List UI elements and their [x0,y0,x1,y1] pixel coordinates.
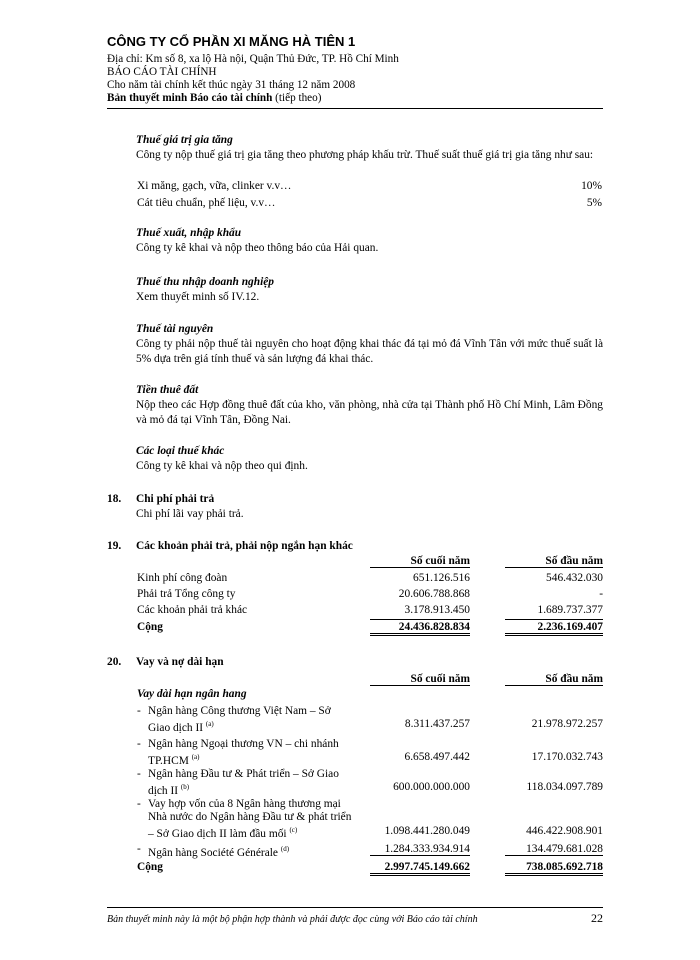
loan-begin: 17.170.032.743 [531,751,603,763]
import-tax-text: Công ty kê khai và nộp theo thông báo của Hải quan. [136,242,379,254]
loan-end: 600.000.000.000 [393,781,470,793]
loan-name [148,705,358,735]
loan-name-line: Nhà nước do Ngân hàng Đầu tư & phát triển [148,811,352,823]
section-18-text: Chi phí lãi vay phải trả. [136,508,244,520]
loan-begin: 21.978.972.257 [531,718,603,730]
loan-end: 6.658.497.442 [404,751,470,763]
total-begin: 2.236.169.407 [505,619,603,636]
vat-item-label: Xi măng, gạch, vữa, clinker v.v… [137,180,292,192]
footnote-ref: (a) [205,720,214,728]
section-18-title: Chi phí phải trả [136,493,215,505]
notes-title-cont: (tiếp theo) [272,92,322,104]
loan-name-line [148,843,358,860]
section-20-title: Vay và nợ dài hạn [136,656,224,668]
loan-begin: 446.422.908.901 [526,825,603,837]
footnote-ref: (b) [180,783,190,791]
other-tax-text: Công ty kê khai và nộp theo qui định. [136,460,308,472]
loan-name-line [148,751,358,768]
loan-name-line [148,718,358,735]
loan-name [148,738,358,768]
vat-text: Công ty nộp thuế giá trị gia tăng theo phương pháp khấu trừ. Thuế suất thuế giá trị gia tăng như sau: [136,149,594,161]
notes-title-main: Bản thuyết minh Báo cáo tài chính [107,92,273,104]
vat-item-rate: 10% [581,180,602,192]
loan-name [148,843,358,860]
list-bullet: - [137,768,141,780]
col-header-end-year: Số cuối năm [370,555,470,568]
resource-tax-text: Công ty phải nộp thuế tài nguyên cho hoạt động khai thác đá tại mỏ đá Vĩnh Tân với mức thuế suất là 5% dựa trên giá tính thuế và sản lượng đá khai thác. [136,338,603,365]
total-begin: 738.085.692.718 [505,861,603,876]
table-row-begin: 546.432.030 [546,572,603,584]
footer-divider [107,907,603,908]
loan-end: 8.311.437.257 [404,718,470,730]
loan-name-line [148,781,358,798]
land-rent-heading: Tiền thuê đất [136,384,199,396]
total-end: 2.997.745.149.662 [370,861,470,876]
footnote-ref: (d) [280,845,290,853]
table-row-label: Kinh phí công đoàn [137,572,228,584]
table-row-begin: 1.689.737.377 [537,604,603,616]
list-bullet: - [137,798,141,810]
vat-heading: Thuế giá trị gia tăng [136,134,233,146]
loan-end: 1.284.333.934.914 [370,843,470,856]
list-bullet: - [137,843,141,855]
footer-note: Bản thuyết minh này là một bộ phận hợp thành và phải được đọc cùng với Báo cáo tài chính [107,914,478,925]
table-row-end: 651.126.516 [413,572,470,584]
vat-item-label: Cát tiêu chuẩn, phế liệu, v.v… [137,197,276,209]
total-end: 24.436.828.834 [370,619,470,636]
table-row-end: 3.178.913.450 [404,604,470,616]
list-bullet: - [137,738,141,750]
footnote-ref: (c) [289,826,298,834]
table-row-begin: - [599,588,603,600]
loan-name-line: Ngân hàng Đầu tư & Phát triển – Sở Giao [148,768,339,780]
section-19-number: 19. [107,540,122,552]
loan-name-text: dịch II [148,784,179,797]
loan-end: 1.098.441.280.049 [384,825,470,837]
import-tax-heading: Thuế xuất, nhập khẩu [136,227,242,239]
table-row-end: 20.606.788.868 [398,588,470,600]
cit-text: Xem thuyết minh số IV.12. [136,291,260,303]
loan-name-line [148,824,373,841]
total-label: Cộng [137,621,163,633]
loan-name-line: Ngân hàng Công thương Việt Nam – Sở [148,705,331,717]
header-divider [107,108,603,109]
col-header-begin-year: Số đầu năm [505,555,603,568]
loan-name [148,768,358,798]
col-header-end-year: Số cuối năm [370,673,470,686]
other-tax-heading: Các loại thuế khác [136,445,225,457]
loan-name [148,798,373,841]
notes-title [107,92,321,105]
loan-name-text: Ngân hàng Société Générale [148,846,278,859]
section-18-number: 18. [107,493,122,505]
loan-begin: 118.034.097.789 [526,781,603,793]
page-number: 22 [591,911,603,925]
table-row-label: Phải trả Tổng công ty [137,588,236,600]
loan-name-text: TP.HCM [148,754,189,767]
loan-name-text: – Sở Giao dịch II làm đầu mối [148,827,287,840]
loan-name-line: Ngân hàng Ngoại thương VN – chi nhánh [148,738,339,750]
report-period: Cho năm tài chính kết thúc ngày 31 tháng 12 năm 2008 [107,79,356,91]
footnote-ref: (a) [191,753,200,761]
loan-begin: 134.479.681.028 [505,843,603,856]
col-header-begin-year: Số đầu năm [505,673,603,686]
report-title: BÁO CÁO TÀI CHÍNH [107,66,217,78]
table-row-label: Các khoản phải trả khác [137,604,248,616]
company-address: Địa chỉ: Km số 8, xa lộ Hà nội, Quận Thủ Đức, TP. Hồ Chí Minh [107,53,399,65]
land-rent-text: Nộp theo các Hợp đồng thuê đất của kho, văn phòng, nhà cửa tại Thành phố Hồ Chí Minh, Lâm Đồng và mỏ đá tại Vĩnh Tân, Đồng Nai. [136,399,603,426]
loan-name-text: Giao dịch II [148,721,204,734]
loan-name-line: Vay hợp vốn của 8 Ngân hàng thương mại [148,798,341,810]
resource-tax-heading: Thuế tài nguyên [136,323,214,335]
section-19-title: Các khoản phải trả, phải nộp ngắn hạn khác [136,540,353,552]
cit-heading: Thuế thu nhập doanh nghiệp [136,276,275,288]
vat-item-rate: 5% [586,197,602,209]
company-name: CÔNG TY CỔ PHẦN XI MĂNG HÀ TIÊN 1 [107,34,356,49]
long-term-loans-heading: Vay dài hạn ngân hang [137,688,247,700]
total-label: Cộng [137,861,163,873]
list-bullet: - [137,705,141,717]
section-20-number: 20. [107,656,122,668]
